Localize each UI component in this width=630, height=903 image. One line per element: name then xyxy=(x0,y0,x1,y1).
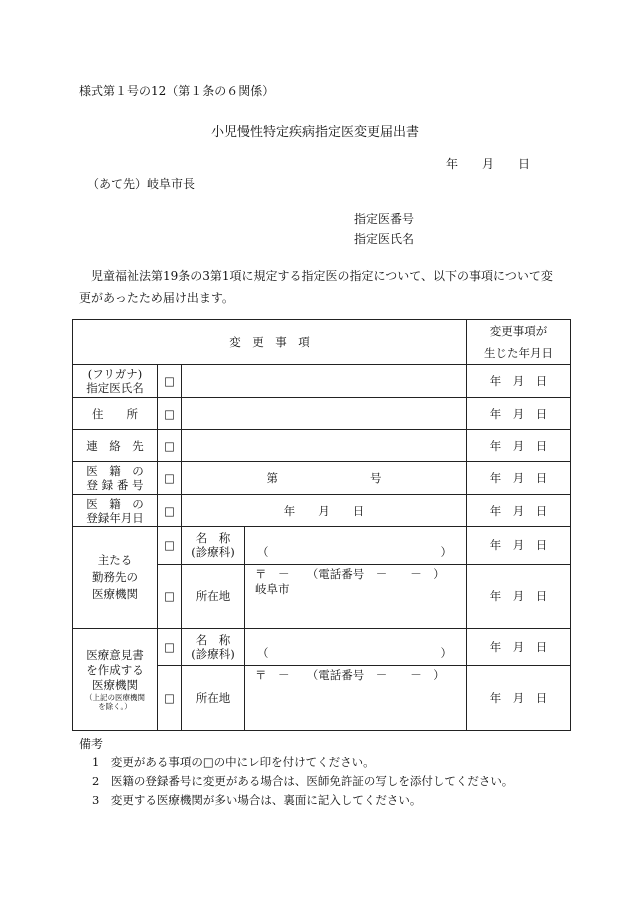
input-registration-date[interactable]: 年 月 日 xyxy=(182,495,467,527)
checkbox-main-institution-location[interactable]: □ xyxy=(158,564,182,628)
date-main-institution-location[interactable]: 年 月 日 xyxy=(467,564,571,628)
date-address[interactable]: 年 月 日 xyxy=(467,398,571,430)
date-registration-number[interactable]: 年 月 日 xyxy=(467,462,571,495)
input-registration-number[interactable]: 第 号 xyxy=(182,462,467,495)
date-registration-date[interactable]: 年 月 日 xyxy=(467,495,571,527)
date-doctor-name[interactable]: 年 月 日 xyxy=(467,365,571,398)
date-contact[interactable]: 年 月 日 xyxy=(467,430,571,462)
row-label-opinion-institution: 医療意見書 を作成する 医療機関 （上記の医療機関 を除く。） xyxy=(73,628,158,730)
date-main-institution-name[interactable]: 年 月 日 xyxy=(467,527,571,564)
checkbox-registration-date[interactable]: □ xyxy=(158,495,182,527)
date-opinion-institution-location[interactable]: 年 月 日 xyxy=(467,665,571,730)
row-label-address: 住 所 xyxy=(73,398,158,430)
input-opinion-institution-name[interactable]: （ ） xyxy=(245,628,467,665)
input-doctor-name[interactable] xyxy=(182,365,467,398)
note-item: 2 医籍の登録番号に変更がある場合は、医師免許証の写しを添付してください。 xyxy=(92,774,514,788)
form-code: 様式第１号の12（第１条の６関係） xyxy=(79,84,275,98)
input-contact[interactable] xyxy=(182,430,467,462)
note-item: 1 変更がある事項の□の中にレ印を付けてください。 xyxy=(92,755,375,769)
row-label-main-institution: 主たる 勤務先の 医療機関 xyxy=(73,527,158,628)
document-title: 小児慢性特定疾病指定医変更届出書 xyxy=(210,125,419,140)
row-label-contact: 連 絡 先 xyxy=(73,430,158,462)
notes-title: 備考 xyxy=(79,737,104,751)
label-opinion-institution-location: 所在地 xyxy=(182,665,245,730)
doctor-number-label: 指定医番号 xyxy=(354,212,415,226)
change-form-table xyxy=(72,319,571,731)
input-main-institution-name[interactable]: （ ） xyxy=(245,527,467,564)
row-label-doctor-name: (フリガナ) 指定医氏名 xyxy=(73,365,158,398)
label-opinion-institution-name: 名 称 (診療科) xyxy=(182,628,245,665)
label-main-institution-location: 所在地 xyxy=(182,564,245,628)
header-change-date: 変更事項が 生じた年月日 xyxy=(467,320,571,365)
checkbox-registration-number[interactable]: □ xyxy=(158,462,182,495)
date-opinion-institution-name[interactable]: 年 月 日 xyxy=(467,628,571,665)
header-change-items: 変 更 事 項 xyxy=(73,320,467,365)
checkbox-main-institution-name[interactable]: □ xyxy=(158,527,182,564)
input-opinion-institution-location[interactable]: 〒 － （電話番号 － － ） xyxy=(245,665,467,730)
checkbox-address[interactable]: □ xyxy=(158,398,182,430)
doctor-name-label: 指定医氏名 xyxy=(354,232,415,246)
input-main-institution-location[interactable]: 〒 － （電話番号 － － ） 岐阜市 xyxy=(245,564,467,628)
row-label-registration-number: 医 籍 の 登 録 番 号 xyxy=(73,462,158,495)
body-text: 児童福祉法第19条の3第1項に規定する指定医の指定について、以下の事項について変更があったため届け出ます。 xyxy=(79,269,553,305)
checkbox-contact[interactable]: □ xyxy=(158,430,182,462)
checkbox-opinion-institution-location[interactable]: □ xyxy=(158,665,182,730)
input-address[interactable] xyxy=(182,398,467,430)
submission-date: 年 月 日 xyxy=(446,157,531,171)
note-item: 3 変更する医療機関が多い場合は、裏面に記入してください。 xyxy=(92,793,422,807)
row-label-registration-date: 医 籍 の 登録年月日 xyxy=(73,495,158,527)
addressee: （あて先）岐阜市長 xyxy=(87,177,196,191)
checkbox-doctor-name[interactable]: □ xyxy=(158,365,182,398)
label-main-institution-name: 名 称 (診療科) xyxy=(182,527,245,564)
checkbox-opinion-institution-name[interactable]: □ xyxy=(158,628,182,665)
